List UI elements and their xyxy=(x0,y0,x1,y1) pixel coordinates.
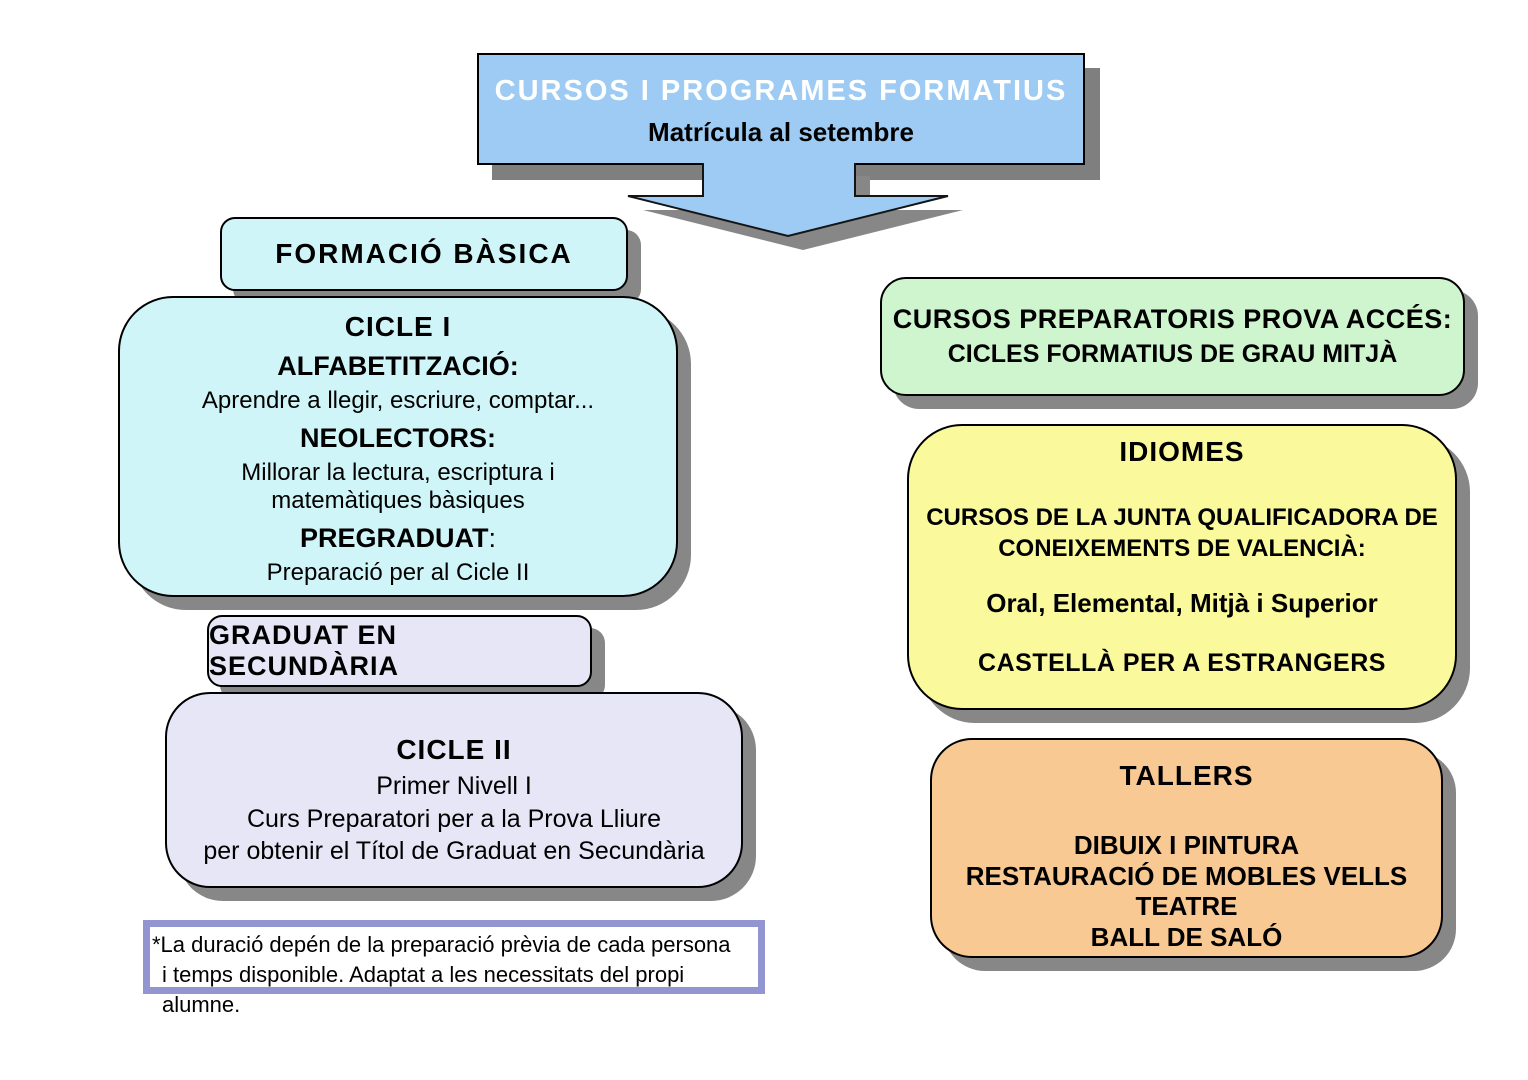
alfabetitzacio-desc: Aprendre a llegir, escriure, comptar... xyxy=(201,387,595,414)
tallers-item: TEATRE xyxy=(1135,891,1238,922)
idiomes-box xyxy=(907,424,1457,710)
tallers-item: RESTAURACIÓ DE MOBLES VELLS xyxy=(965,860,1408,891)
cicle-ii-title: CICLE II xyxy=(396,734,512,765)
idiomes-junta-line2: CONEIXEMENTS DE VALENCIÀ: xyxy=(998,535,1366,563)
neolectors-label: NEOLECTORS: xyxy=(299,423,496,454)
neolectors-desc-line2: matemàtiques bàsiques xyxy=(271,487,525,515)
idiomes-title: IDIOMES xyxy=(1119,436,1245,467)
banner-box xyxy=(477,53,1085,165)
pregraduat-colon: : xyxy=(488,523,496,554)
tallers-box xyxy=(930,738,1443,958)
prova-acces-box xyxy=(880,277,1465,396)
prova-acces-line2: CICLES FORMATIUS DE GRAU MITJÀ xyxy=(947,340,1398,368)
down-arrow-icon xyxy=(600,158,1000,278)
tallers-title: TALLERS xyxy=(1119,760,1254,791)
tallers-item: DIBUIX I PINTURA xyxy=(1073,830,1300,860)
cicle-ii-line1: Primer Nivell I xyxy=(376,772,532,800)
alfabetitzacio-label: ALFABETITZACIÓ: xyxy=(277,351,519,381)
pregraduat-label: PREGRADUAT: xyxy=(299,523,496,554)
graduat-secundaria-title: GRADUAT EN SECUNDÀRIA xyxy=(209,620,400,681)
cicle-ii-line3: per obtenir el Títol de Graduat en Secundària xyxy=(203,837,705,865)
idiomes-levels: Oral, Elemental, Mitjà i Superior xyxy=(986,588,1378,619)
tallers-item: BALL DE SALÓ xyxy=(1090,922,1283,953)
banner-subtitle: Matrícula al setembre xyxy=(648,117,914,147)
duration-note-box xyxy=(143,920,765,1017)
cicle-i-title: CICLE I xyxy=(344,311,452,342)
note-line1: *La duració depén de la preparació prèvia de cada persona xyxy=(152,932,731,957)
idiomes-castella: CASTELLÀ PER A ESTRANGERS xyxy=(978,649,1386,678)
formacio-basica-box xyxy=(220,217,628,291)
prova-acces-line1: CURSOS PREPARATORIS PROVA ACCÉS: xyxy=(892,304,1453,334)
cicle-ii-line2: Curs Preparatori per a la Prova Lliure xyxy=(246,804,662,833)
pregraduat-desc: Preparació per al Cicle II xyxy=(266,559,530,587)
cicle-ii-box xyxy=(165,692,743,888)
formacio-basica-title: FORMACIÓ BÀSICA xyxy=(275,238,573,269)
neolectors-desc-line1: Millorar la lectura, escriptura i xyxy=(241,459,555,487)
note-line2: i temps disponible. Adaptat a les necessitats del propi alumne. xyxy=(162,962,685,1017)
banner-title: CURSOS I PROGRAMES FORMATIUS xyxy=(494,75,1068,107)
graduat-secundaria-box xyxy=(207,615,592,687)
cicle-i-box xyxy=(118,296,678,597)
idiomes-junta-line1: CURSOS DE LA JUNTA QUALIFICADORA DE xyxy=(926,504,1438,531)
